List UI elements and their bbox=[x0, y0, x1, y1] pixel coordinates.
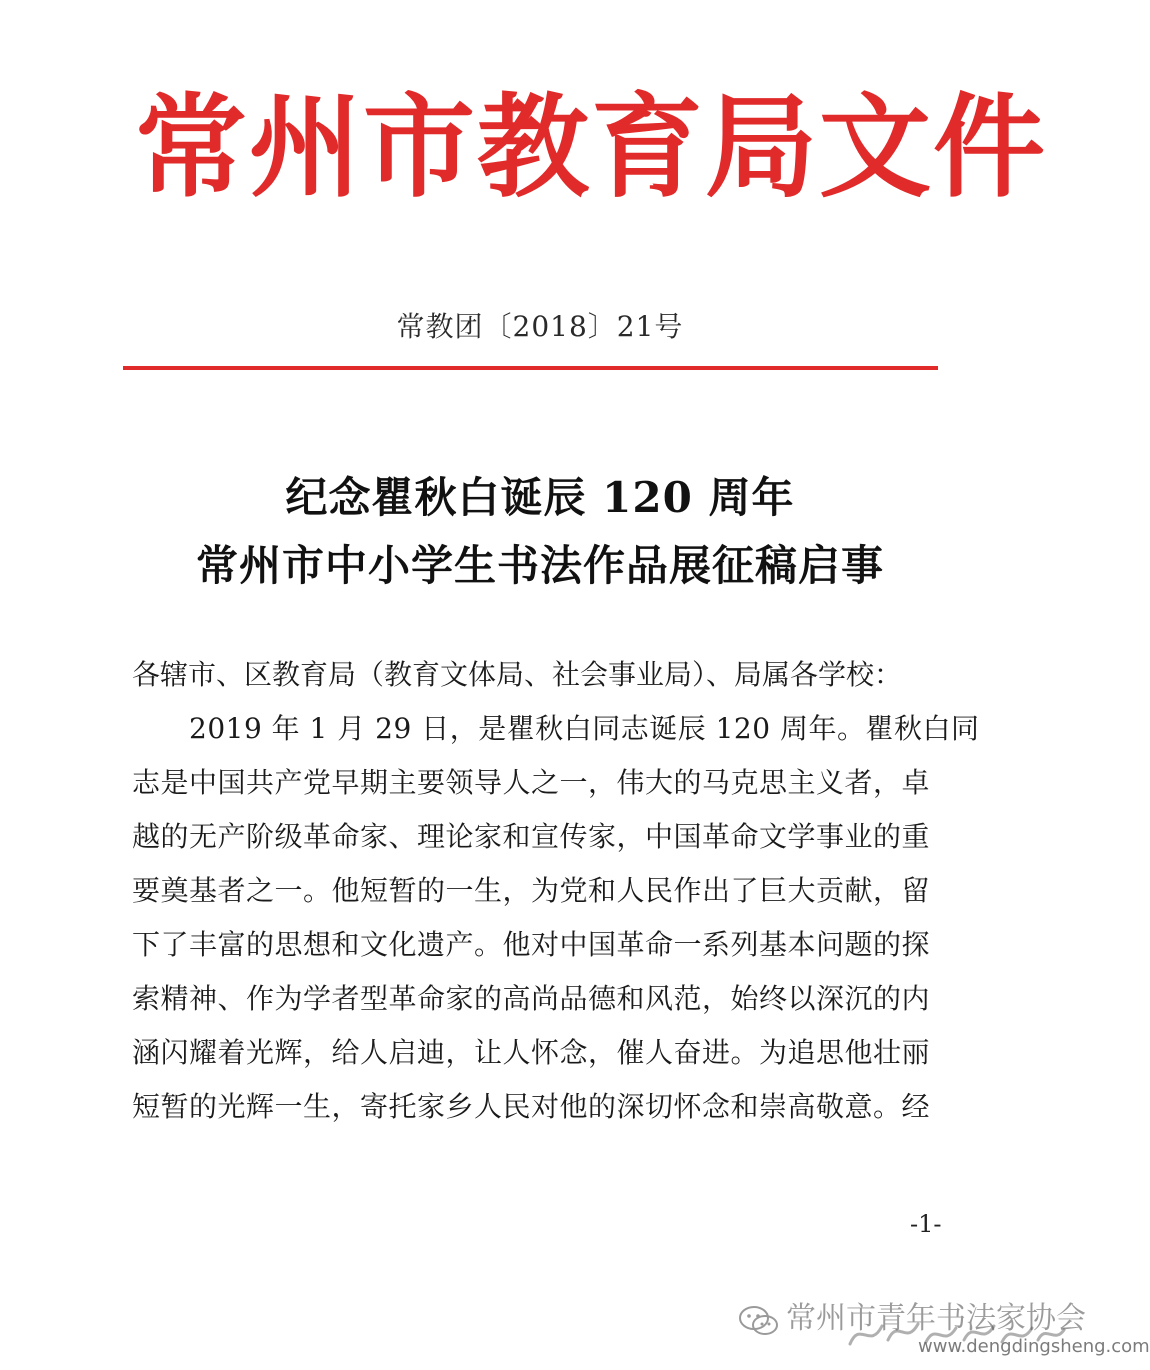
red-divider-line bbox=[123, 366, 938, 370]
watermark bbox=[720, 1292, 1150, 1362]
body-text-line: 短暂的光辉一生，寄托家乡人民对他的深切怀念和崇高敬意。经 bbox=[132, 1090, 931, 1123]
document-title-line-1: 纪念瞿秋白诞辰 120 周年 bbox=[285, 473, 795, 522]
body-text-line: 越的无产阶级革命家、理论家和宣传家，中国革命文学事业的重 bbox=[132, 820, 931, 853]
wechat-icon bbox=[738, 1304, 780, 1338]
body-text-line: 2019 年 1 月 29 日，是瞿秋白同志诞辰 120 周年。瞿秋白同 bbox=[132, 712, 980, 745]
document-title-line-2: 常州市中小学生书法作品展征稿启事 bbox=[195, 541, 884, 590]
body-text-line: 下了丰富的思想和文化遗产。他对中国革命一系列基本问题的探 bbox=[132, 928, 931, 961]
watermark-account-name: 常州市青年书法家协会 bbox=[786, 1301, 1086, 1336]
salutation: 各辖市、区教育局（教育文体局、社会事业局）、局属各学校： bbox=[132, 658, 903, 691]
watermark-site-url: www.dengdingsheng.com bbox=[918, 1336, 1150, 1357]
body-text-line: 志是中国共产党早期主要领导人之一，伟大的马克思主义者，卓 bbox=[132, 766, 931, 799]
body-text-line: 涵闪耀着光辉，给人启迪，让人怀念，催人奋进。为追思他壮丽 bbox=[132, 1036, 931, 1069]
page-number: -1- bbox=[910, 1210, 942, 1238]
document-number: 常教团〔2018〕21号 bbox=[396, 310, 684, 343]
body-text-line: 索精神、作为学者型革命家的高尚品德和风范，始终以深沉的内 bbox=[132, 982, 931, 1015]
body-text-line: 要奠基者之一。他短暂的一生，为党和人民作出了巨大贡献，留 bbox=[132, 874, 931, 907]
agency-title: 常州市教育局文件 bbox=[135, 82, 1047, 213]
